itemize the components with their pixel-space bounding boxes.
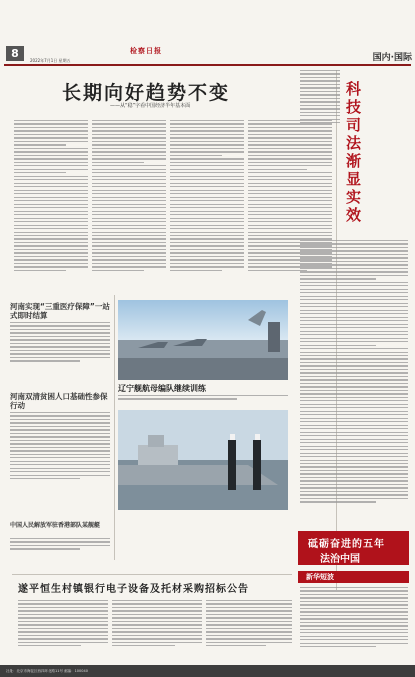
masthead-logo: 检察日报 — [130, 47, 162, 55]
feature-title-char: 实 — [346, 188, 362, 206]
main-headline: 长期向好趋势不变 — [62, 82, 231, 104]
page-number: 8 — [6, 46, 24, 61]
story-title: 河南实现“三重医疗保障”一站式即时结算 — [10, 302, 110, 320]
feature-title — [346, 80, 406, 240]
column-divider — [114, 295, 115, 560]
main-subhead: ——从“稳”字看中国经济半年基本面 — [110, 103, 191, 109]
article-column — [10, 322, 110, 372]
article-column — [10, 538, 110, 558]
story-title: 中国人民解放军驻香港部队某舰艇 — [10, 522, 101, 529]
xinhua-brief-header: 新华短波 — [298, 571, 409, 583]
article-column — [300, 587, 408, 657]
header-rule — [4, 64, 411, 66]
feature-title-char: 技 — [346, 98, 362, 116]
promo-banner — [298, 531, 409, 565]
ad-body — [18, 600, 108, 655]
carrier-deck-photo — [118, 300, 288, 380]
feature-title-char: 显 — [346, 170, 362, 188]
ship-photo — [118, 410, 288, 510]
feature-title-char: 司 — [346, 116, 362, 134]
feature-title-char: 科 — [346, 80, 362, 98]
article-column — [170, 120, 244, 290]
article-column — [14, 120, 88, 290]
ad-headline: 遂平恒生村镇银行电子设备及托材采购招标公告 — [18, 584, 249, 595]
feature-title-char: 渐 — [346, 152, 362, 170]
promo-line2: 法治中国 — [320, 554, 360, 565]
feature-title-char: 效 — [346, 206, 362, 224]
article-column — [92, 120, 166, 290]
page-footer: 社址：北京市海淀区西四环北路11号 邮编：100040 — [0, 665, 415, 677]
ad-body — [112, 600, 202, 655]
section-name: 国内·国际 — [372, 53, 412, 63]
ad-body — [206, 600, 292, 655]
story-title: 河南双清贫困人口基础性参保行动 — [10, 392, 108, 410]
issue-date: 2022年7月1日 星期五 — [30, 58, 71, 63]
photo-headline: 辽宁舰航母编队继续训练 — [118, 384, 206, 393]
article-column — [300, 240, 408, 520]
article-column — [10, 412, 110, 492]
photo-caption — [118, 395, 288, 407]
feature-title-char: 法 — [346, 134, 362, 152]
promo-line1: 砥砺奋进的五年 — [308, 539, 385, 550]
ad-top-rule — [12, 574, 292, 575]
